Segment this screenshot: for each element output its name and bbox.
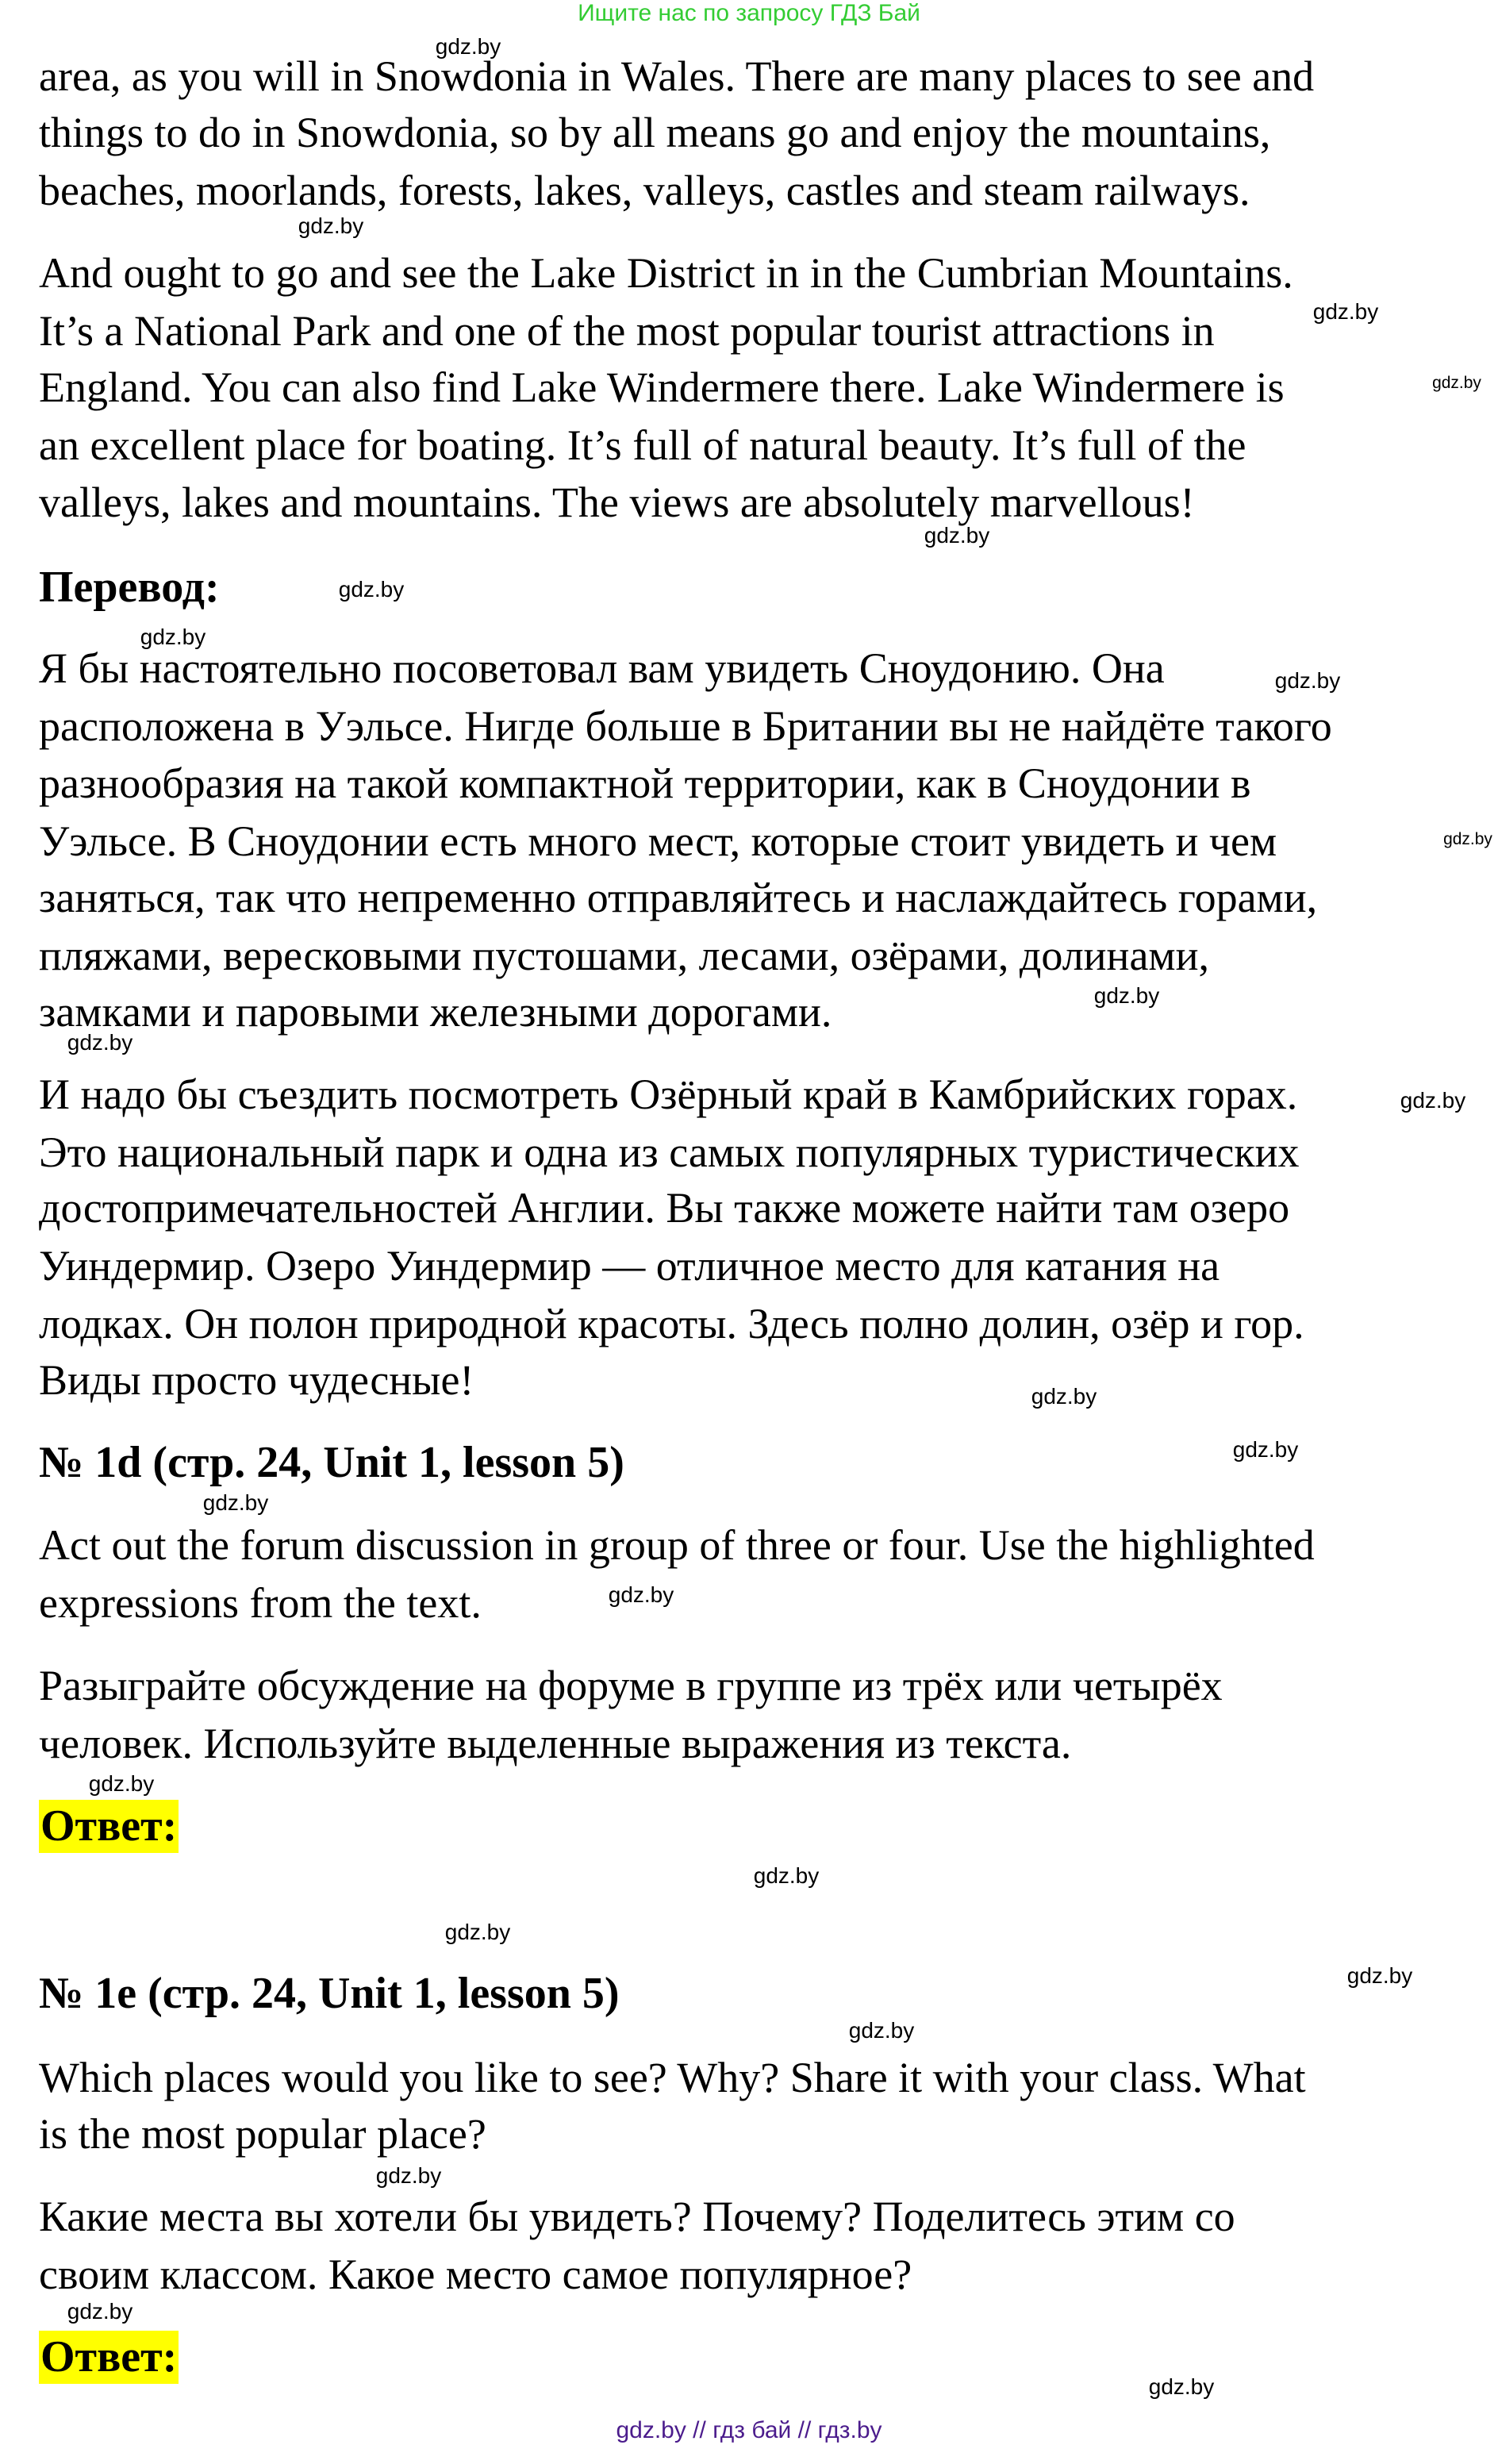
task-1e-russian: своим классом. Какое место самое популярное? [39,2251,912,2298]
watermark: gdz.by [1232,1437,1299,1462]
watermark: gdz.by [88,1771,155,1796]
watermark: gdz.by [140,625,206,649]
task-1d-russian: человек. Используйте выделенные выражения из текста. [39,1720,1072,1767]
english-line: England. You can also find Lake Windermere there. Lake Windermere is [39,363,1285,411]
task-1d-heading: № 1d (стр. 24, Unit 1, lesson 5) [39,1438,624,1487]
translation-line: пляжами, вересковыми пустошами, лесами, озёрами, долинами, [39,932,1209,979]
watermark: gdz.by [608,1582,674,1607]
footer-links[interactable]: gdz.by // гдз бай // гдз.by [616,2417,882,2443]
watermark: gdz.by [1274,668,1341,693]
watermark: gdz.by [1346,1963,1413,1988]
top-banner-link[interactable]: Ищите нас по запросу ГДЗ Бай [578,0,920,26]
watermark: gdz.by [338,577,405,602]
translation-line: Это национальный парк и одна из самых популярных туристических [39,1128,1300,1176]
translation-heading: Перевод: [39,563,220,612]
task-1d-answer-label: Ответ: [39,1800,179,1853]
task-1e-heading: № 1e (стр. 24, Unit 1, lesson 5) [39,1969,620,2018]
watermark: gdz.by [202,1490,269,1515]
watermark: gdz.by [67,2299,133,2324]
english-line: It’s a National Park and one of the most popular tourist attractions in [39,307,1215,355]
watermark: gdz.by [848,2018,915,2043]
watermark: gdz.by [435,34,501,59]
translation-line: заняться, так что непременно отправляйтесь и наслаждайтесь горами, [39,874,1318,921]
translation-line: разнообразия на такой компактной территории, как в Сноудонии в [39,759,1251,807]
task-1e-answer-label: Ответ: [39,2331,179,2384]
watermark: gdz.by [1443,830,1492,848]
translation-line: Виды просто чудесные! [39,1356,474,1404]
watermark: gdz.by [1148,2374,1215,2399]
english-line: an excellent place for boating. It’s full of natural beauty. It’s full of the [39,421,1246,469]
translation-line: лодках. Он полон природной красоты. Здесь полно долин, озёр и гор. [39,1300,1304,1347]
task-1d-russian: Разыграйте обсуждение на форуме в группе из трёх или четырёх [39,1662,1223,1709]
watermark: gdz.by [1312,299,1379,324]
watermark: gdz.by [1031,1384,1097,1409]
task-1d-english: expressions from the text. [39,1579,482,1627]
english-line: valleys, lakes and mountains. The views are absolutely marvellous! [39,479,1195,526]
translation-line: достопримечательностей Англии. Вы также можете найти там озеро [39,1184,1290,1232]
task-1e-english: Which places would you like to see? Why? Share it with your class. What [39,2054,1306,2101]
english-line: beaches, moorlands, forests, lakes, valleys, castles and steam railways. [39,167,1250,214]
translation-line: расположена в Уэльсе. Нигде больше в Британии вы не найдёте такого [39,702,1332,750]
task-1d-english: Act out the forum discussion in group of three or four. Use the highlighted [39,1521,1315,1569]
watermark: gdz.by [1400,1088,1466,1113]
watermark: gdz.by [1093,983,1160,1008]
watermark: gdz.by [67,1030,133,1055]
watermark: gdz.by [1432,374,1481,392]
watermark: gdz.by [444,1920,511,1944]
translation-line: замками и паровыми железными дорогами. [39,988,832,1036]
translation-line: Я бы настоятельно посоветовал вам увидеть Сноудонию. Она [39,644,1165,692]
translation-line: И надо бы съездить посмотреть Озёрный край в Камбрийских горах. [39,1071,1298,1118]
watermark: gdz.by [753,1863,820,1888]
task-1e-russian: Какие места вы хотели бы увидеть? Почему? Поделитесь этим со [39,2193,1235,2240]
english-line: And ought to go and see the Lake District in in the Cumbrian Mountains. [39,249,1293,297]
watermark: gdz.by [298,213,364,238]
watermark: gdz.by [924,523,990,548]
task-1e-english: is the most popular place? [39,2110,486,2158]
translation-line: Уиндермир. Озеро Уиндермир — отличное место для катания на [39,1242,1220,1290]
translation-line: Уэльсе. В Сноудонии есть много мест, которые стоит увидеть и чем [39,817,1277,865]
english-line: area, as you will in Snowdonia in Wales. There are many places to see and [39,52,1315,100]
english-line: things to do in Snowdonia, so by all means go and enjoy the mountains, [39,109,1271,156]
watermark: gdz.by [375,2163,442,2188]
